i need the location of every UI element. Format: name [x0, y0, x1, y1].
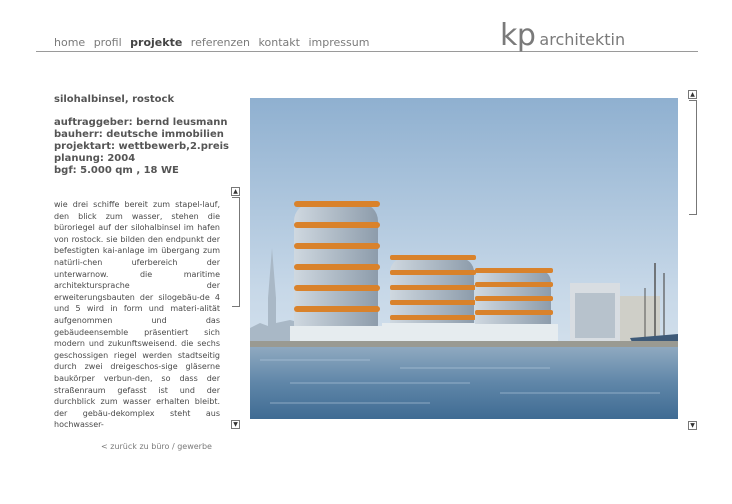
site-logo[interactable]	[500, 18, 625, 53]
nav-profil[interactable]: profil	[93, 36, 122, 49]
fact-area: bgf: 5.000 qm , 18 WE	[54, 165, 179, 176]
main-nav	[54, 36, 374, 49]
logo-name: architektin	[539, 30, 626, 49]
text-scrollbar[interactable]	[231, 187, 240, 429]
nav-impressum[interactable]: impressum	[308, 36, 370, 49]
fact-builder: bauherr: deutsche immobilien	[54, 129, 224, 140]
image-scroll-up-arrow[interactable]: ▲	[688, 90, 697, 99]
text-scroll-down-arrow[interactable]: ▼	[231, 420, 240, 429]
fact-type: projektart: wettbewerb,2.preis	[54, 141, 229, 152]
back-link[interactable]: < zurück zu büro / gewerbe	[101, 442, 212, 451]
fact-client: auftraggeber: bernd leusmann	[54, 117, 228, 128]
nav-home[interactable]: home	[54, 36, 86, 49]
nav-referenzen[interactable]: referenzen	[190, 36, 251, 49]
nav-kontakt[interactable]: kontakt	[258, 36, 300, 49]
logo-kp: kp	[500, 18, 536, 53]
text-scroll-thumb[interactable]	[232, 197, 240, 307]
project-facts	[54, 117, 229, 177]
nav-projekte[interactable]: projekte	[130, 36, 183, 49]
text-scroll-up-arrow[interactable]: ▲	[231, 187, 240, 196]
project-rendering-image	[250, 98, 678, 419]
project-description: wie drei schiffe bereit zum stapel-lauf, den blick zum wasser, stehen die büroriegel auf der silohalbinsel im hafen von rostock. sie bilden den endpunkt der befestigten kai-anlage im übergang zum natürli-chen uferbereich der unterwarnow. die maritime architektursprache der erweiterungsbauten der silogebäu-de 4 und 5 wird in form und materi-alität aufgenommen und das gebäudeensemble präsentiert sich modern und zukunftsweisend. die sechs geschossigen riegel werden stadtseitig durch zwei dreigeschos-sige gläserne baukörper verbun-den, so dass der straßenraum gefasst ist und der durchblick zum wasser erhalten bleibt. der gebäu-dekomplex steht aus hochwasser-	[54, 200, 220, 430]
project-title: silohalbinsel, rostock	[54, 94, 175, 105]
image-scroll-down-arrow[interactable]: ▼	[688, 421, 697, 430]
fact-planning: planung: 2004	[54, 153, 136, 164]
image-scroll-thumb[interactable]	[689, 100, 697, 215]
project-description-box[interactable]	[54, 199, 220, 431]
image-scrollbar[interactable]	[688, 90, 697, 430]
